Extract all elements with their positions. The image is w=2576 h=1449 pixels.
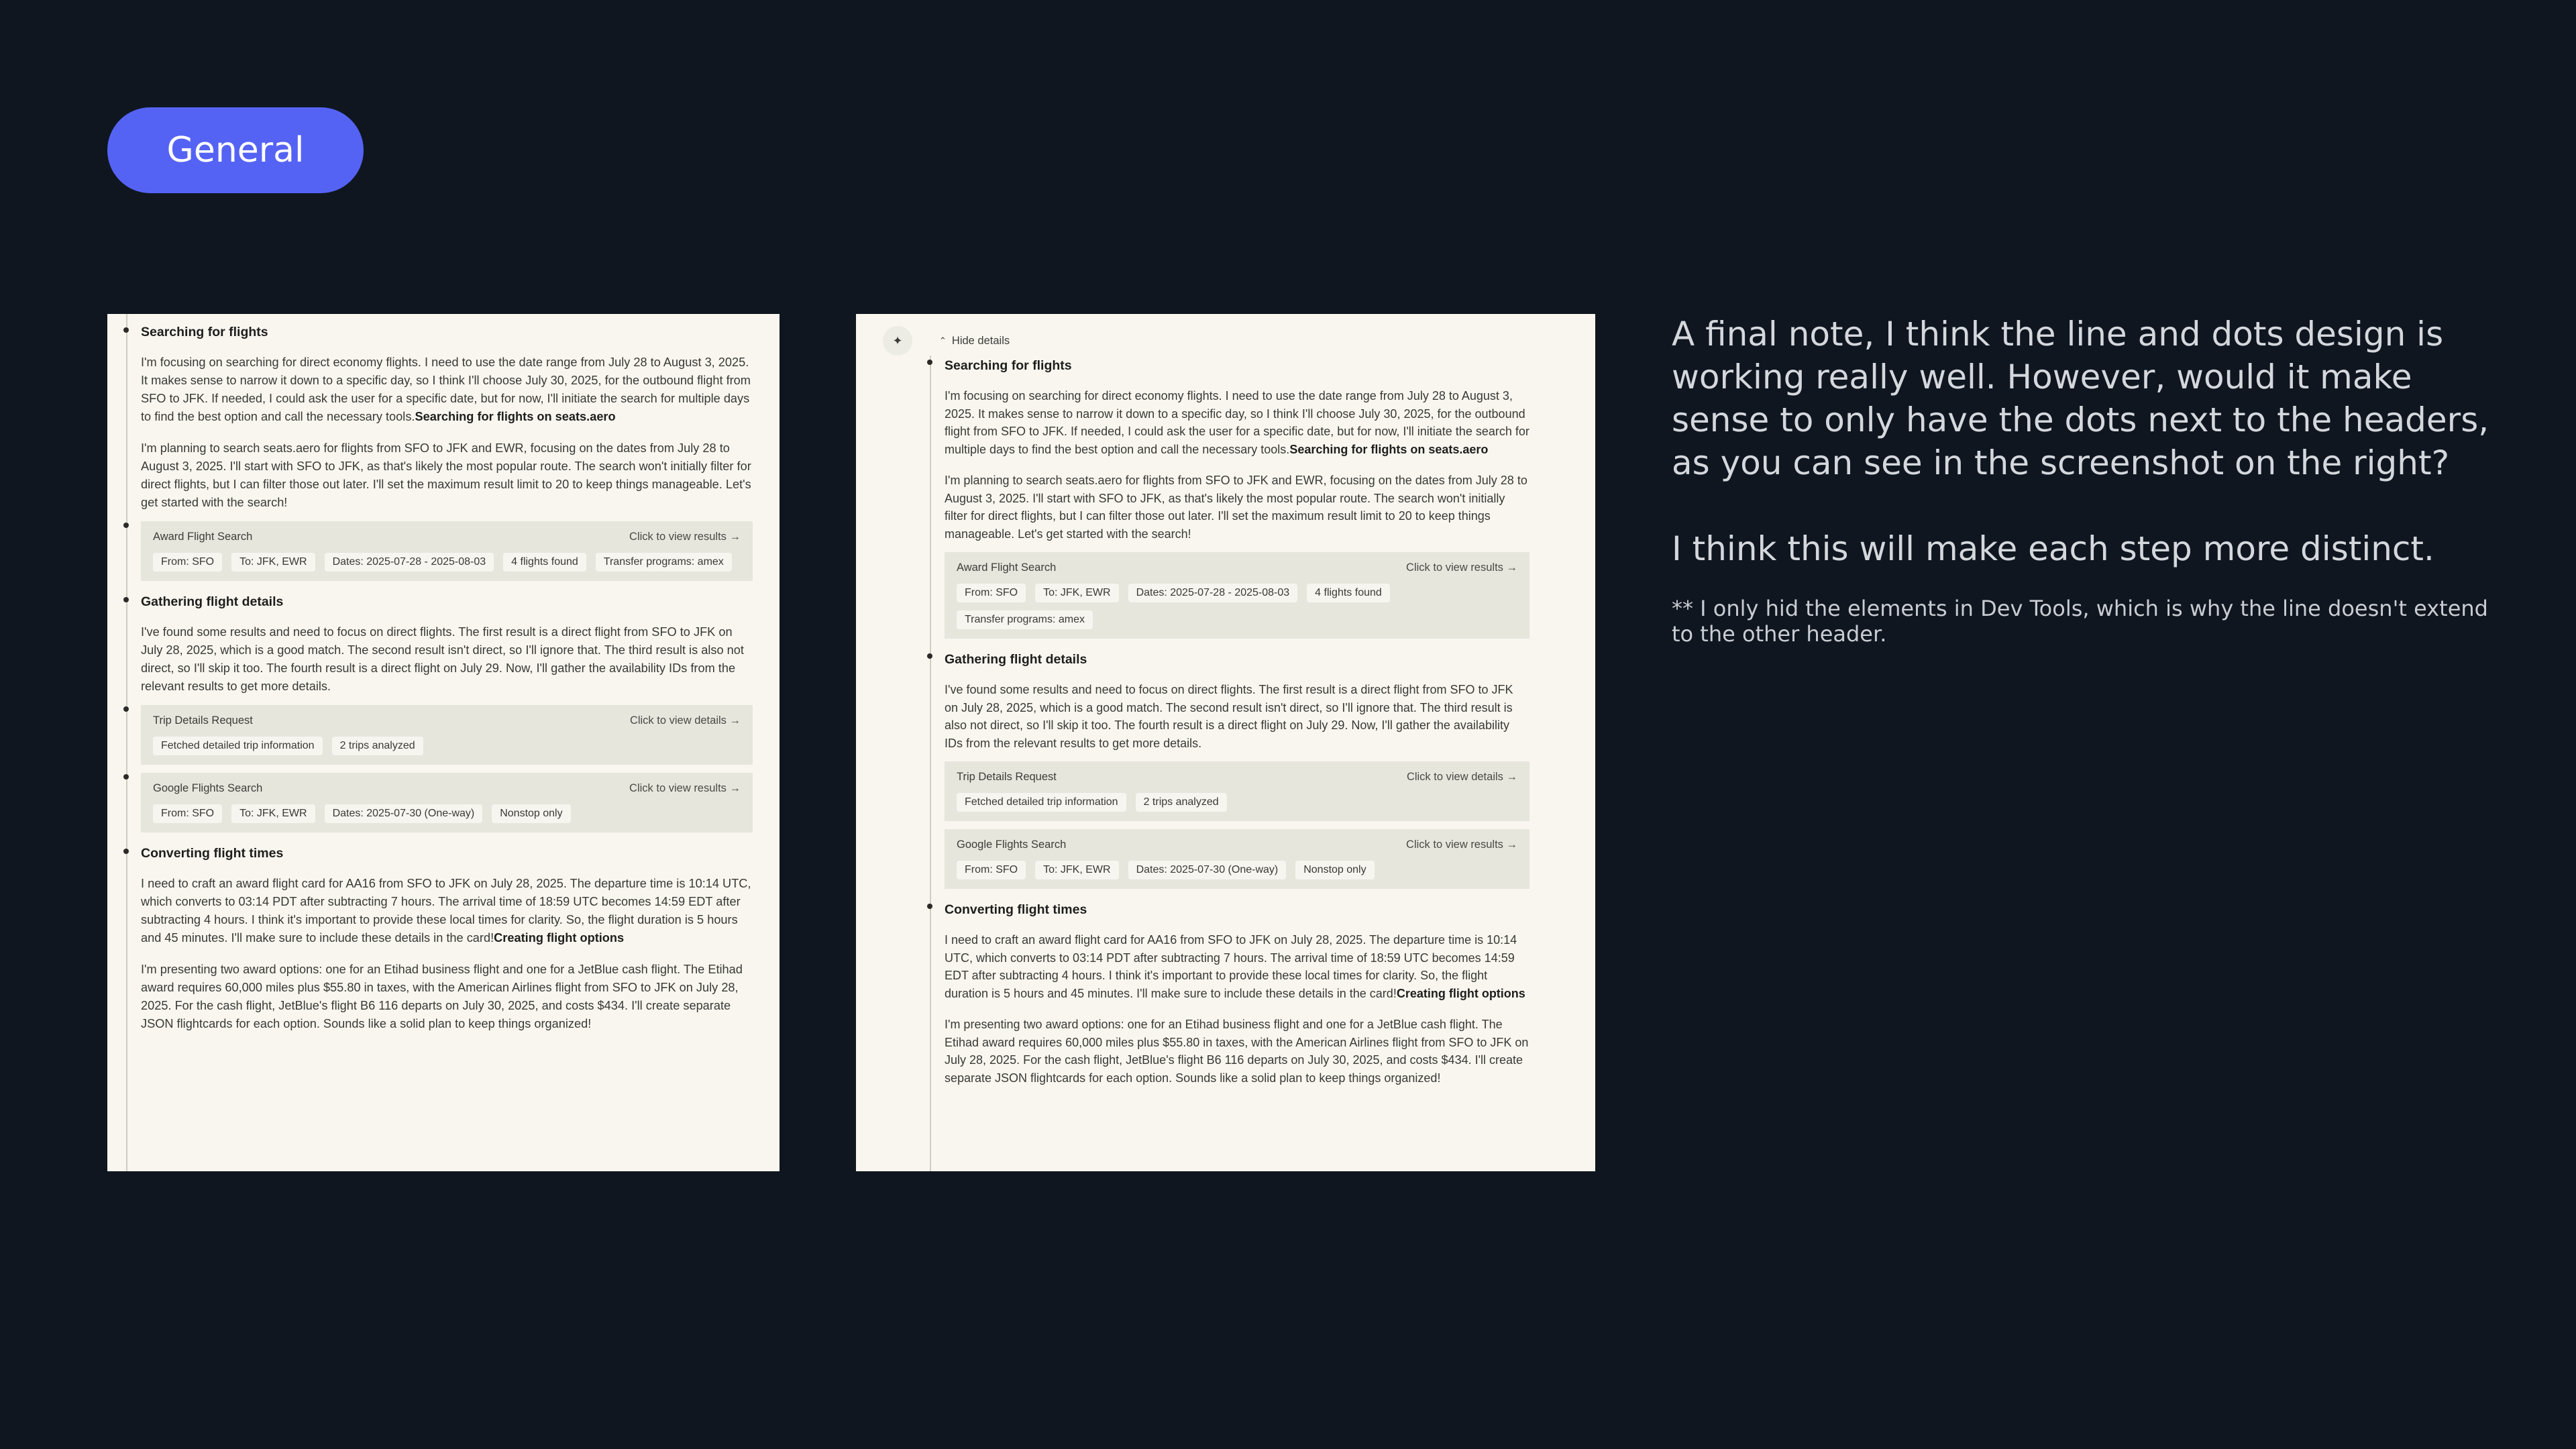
- general-badge: General: [107, 107, 364, 193]
- step-paragraph: I've found some results and need to focus on direct flights. The first result is a direct flight from SFO to JFK on July 28, 2025, which is a good match. The second result isn't direct, so I'll ignore that. The third result is also not direct, so I'll skip it too. The fourth result is a direct flight on July 29. Now, I'll gather the availability IDs from the relevant results to get more details.: [945, 683, 1513, 750]
- view-results-link[interactable]: Click to view results →: [1406, 561, 1517, 574]
- note-footnote: ** I only hid the elements in Dev Tools, which is why the line doesn't extend to the other header.: [1672, 596, 2488, 647]
- chip-transfer: Transfer programs: amex: [957, 610, 1093, 629]
- chip-nonstop: Nonstop only: [492, 804, 570, 823]
- chip-to: To: JFK, EWR: [231, 553, 315, 572]
- step-title-searching: Searching for flights: [945, 358, 1529, 374]
- timeline-dot: [123, 774, 129, 780]
- step-title-converting: Converting flight times: [141, 846, 753, 861]
- step-paragraph: I've found some results and need to focus on direct flights. The first result is a direct flight from SFO to JFK on July 28, 2025, which is a good match. The second result isn't direct, so I'll ignore that. The third result is also not direct, so I'll skip it too. The fourth result is a direct flight on July 29. Now, I'll gather the availability IDs from the relevant results to get more details.: [141, 625, 744, 693]
- award-flight-search-card[interactable]: [141, 521, 753, 581]
- chevron-up-icon: ⌃: [939, 335, 947, 345]
- chip-trips: 2 trips analyzed: [332, 737, 423, 755]
- chip-from: From: SFO: [957, 861, 1026, 879]
- view-results-link[interactable]: Click to view results →: [629, 531, 741, 543]
- card-title: Google Flights Search: [957, 839, 1067, 851]
- hide-details-button[interactable]: ⌃ Hide details: [939, 334, 1010, 347]
- google-flights-card[interactable]: [945, 829, 1529, 889]
- chip-dates: Dates: 2025-07-28 - 2025-08-03: [1128, 584, 1298, 602]
- step-title-gathering: Gathering flight details: [945, 652, 1529, 667]
- timeline-dot: [927, 904, 932, 909]
- chip-to: To: JFK, EWR: [231, 804, 315, 823]
- chip-count: 4 flights found: [503, 553, 586, 572]
- chip-dates: Dates: 2025-07-28 - 2025-08-03: [325, 553, 494, 572]
- sparkle-icon[interactable]: ✦: [883, 326, 912, 356]
- timeline-line: [126, 314, 127, 1171]
- view-results-link[interactable]: Click to view results →: [1406, 839, 1517, 851]
- chip-transfer: Transfer programs: amex: [596, 553, 732, 572]
- timeline-dot: [123, 523, 129, 528]
- chip-from: From: SFO: [957, 584, 1026, 602]
- card-title: Award Flight Search: [957, 561, 1057, 574]
- card-title: Trip Details Request: [153, 714, 253, 727]
- trip-details-card[interactable]: [945, 761, 1529, 821]
- chip-fetched: Fetched detailed trip information: [153, 737, 323, 755]
- step-paragraph: I'm presenting two award options: one for an Etihad business flight and one for a JetBlue cash flight. The Etihad award requires 60,000 miles plus $55.80 in taxes, with the American Airlines flight from SFO to JFK on July 28, 2025. For the cash flight, JetBlue's flight B6 116 departs on July 30, 2025, and costs $434. I'll create separate JSON flightcards for each option. Sounds like a solid plan to keep things organized!: [945, 1018, 1529, 1085]
- chip-dates: Dates: 2025-07-30 (One-way): [325, 804, 483, 823]
- screenshot-right-panel: [856, 314, 1595, 1171]
- chip-from: From: SFO: [153, 553, 222, 572]
- chip-dates: Dates: 2025-07-30 (One-way): [1128, 861, 1287, 879]
- timeline-dot: [927, 653, 932, 659]
- design-note: [1672, 313, 2497, 647]
- screenshot-left-panel: [107, 314, 780, 1171]
- step-paragraph: I need to craft an award flight card for AA16 from SFO to JFK on July 28, 2025. The departure time is 10:14 UTC, which converts to 03:14 PDT after subtracting 7 hours. The arrival time of 18:59 UTC becomes 14:59 EDT after subtracting 4 hours. I think it's important to provide these local times for clarity. So, the flight duration is 5 hours and 45 minutes. I'll make sure to include these details in the card!Creating flight options: [141, 877, 751, 945]
- step-paragraph: I'm planning to search seats.aero for flights from SFO to JFK and EWR, focusing on the dates from July 28 to August 3, 2025. I'll start with SFO to JFK, as that's likely the most popular route. The search won't initially filter for direct flights, but I can filter those out later. I'll set the maximum result limit to 20 to keep things manageable. Let's get started with the search!: [945, 474, 1527, 541]
- timeline-dot: [123, 849, 129, 854]
- timeline-dot: [123, 327, 129, 333]
- step-paragraph: I'm planning to search seats.aero for flights from SFO to JFK and EWR, focusing on the dates from July 28 to August 3, 2025. I'll start with SFO to JFK, as that's likely the most popular route. The search won't initially filter for direct flights, but I can filter those out later. I'll set the maximum result limit to 20 to keep things manageable. Let's get started with the search!: [141, 441, 751, 509]
- timeline-dot: [927, 360, 932, 365]
- note-paragraph: A final note, I think the line and dots design is working really well. However, would it make sense to only have the dots next to the headers, as you can see in the screenshot on the right?: [1672, 315, 2489, 482]
- chip-from: From: SFO: [153, 804, 222, 823]
- timeline-line: [930, 356, 931, 1171]
- chip-nonstop: Nonstop only: [1295, 861, 1374, 879]
- step-title-converting: Converting flight times: [945, 902, 1529, 918]
- card-title: Trip Details Request: [957, 771, 1057, 783]
- timeline-dot: [123, 597, 129, 602]
- view-details-link[interactable]: Click to view details →: [629, 714, 741, 727]
- chip-to: To: JFK, EWR: [1035, 861, 1118, 879]
- chip-trips: 2 trips analyzed: [1136, 793, 1227, 812]
- card-title: Award Flight Search: [153, 531, 253, 543]
- chip-fetched: Fetched detailed trip information: [957, 793, 1126, 812]
- view-details-link[interactable]: Click to view details →: [1406, 771, 1517, 783]
- trip-details-card[interactable]: [141, 705, 753, 765]
- card-title: Google Flights Search: [153, 782, 263, 794]
- view-results-link[interactable]: Click to view results →: [629, 782, 741, 794]
- chip-to: To: JFK, EWR: [1035, 584, 1118, 602]
- award-flight-search-card[interactable]: [945, 552, 1529, 639]
- step-paragraph: I need to craft an award flight card for AA16 from SFO to JFK on July 28, 2025. The departure time is 10:14 UTC, which converts to 03:14 PDT after subtracting 7 hours. The arrival time of 18:59 UTC becomes 14:59 EDT after subtracting 4 hours. I think it's important to provide these local times for clarity. So, the flight duration is 5 hours and 45 minutes. I'll make sure to include these details in the card!Creating flight options: [945, 933, 1525, 1000]
- google-flights-card[interactable]: [141, 773, 753, 833]
- step-paragraph: I'm focusing on searching for direct economy flights. I need to use the date range from July 28 to August 3, 2025. It makes sense to narrow it down to a specific day, so I think I'll choose July 30, 2025, for the outbound flight from SFO to JFK. If needed, I could ask the user for a specific date, but for now, I'll initiate the search for multiple days to find the best option and call the necessary tools.Searching for flights on seats.aero: [141, 356, 751, 423]
- step-paragraph: I'm focusing on searching for direct economy flights. I need to use the date range from July 28 to August 3, 2025. It makes sense to narrow it down to a specific day, so I think I'll choose July 30, 2025, for the outbound flight from SFO to JFK. If needed, I could ask the user for a specific date, but for now, I'll initiate the search for multiple days to find the best option and call the necessary tools.Searching for flights on seats.aero: [945, 389, 1529, 456]
- chip-count: 4 flights found: [1307, 584, 1390, 602]
- step-paragraph: I'm presenting two award options: one for an Etihad business flight and one for a JetBlue cash flight. The Etihad award requires 60,000 miles plus $55.80 in taxes, with the American Airlines flight from SFO to JFK on July 28, 2025. For the cash flight, JetBlue's flight B6 116 departs on July 30, 2025, and costs $434. I'll create separate JSON flightcards for each option. Sounds like a solid plan to keep things organized!: [141, 963, 743, 1030]
- timeline-dot: [123, 706, 129, 712]
- note-paragraph: I think this will make each step more distinct.: [1672, 529, 2434, 568]
- step-title-gathering: Gathering flight details: [141, 594, 753, 610]
- step-title-searching: Searching for flights: [141, 325, 753, 340]
